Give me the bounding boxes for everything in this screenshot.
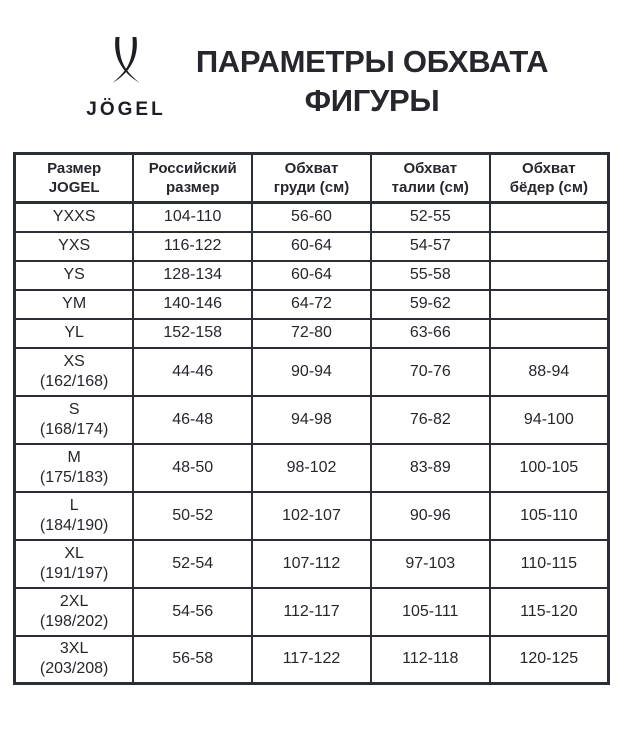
size-label: 3XL: [59, 640, 89, 658]
cell-chest: 117-122: [252, 636, 371, 684]
cell-size: [15, 261, 134, 290]
table-row: [15, 348, 609, 396]
cell-chest: 60-64: [252, 261, 371, 290]
size-table-body: [15, 203, 609, 684]
cell-waist: 59-62: [371, 290, 490, 319]
cell-chest: 56-60: [252, 203, 371, 232]
cell-russian-size: 52-54: [133, 540, 252, 588]
cell-size: [15, 203, 134, 232]
cell-waist: 54-57: [371, 232, 490, 261]
cell-hips: 94-100: [490, 396, 609, 444]
table-row: [15, 540, 609, 588]
cell-waist: 63-66: [371, 319, 490, 348]
cell-waist: 90-96: [371, 492, 490, 540]
cell-hips: 105-110: [490, 492, 609, 540]
page-title-line2: ФИГУРЫ: [304, 83, 440, 118]
brand-logo: [72, 28, 180, 121]
size-height-range: (203/208): [39, 660, 109, 678]
table-header-row: [15, 154, 609, 203]
cell-russian-size: 56-58: [133, 636, 252, 684]
header-label: JOGEL: [48, 179, 100, 196]
size-label: XL: [64, 544, 84, 562]
size-label: 2XL: [59, 592, 89, 610]
cell-russian-size: 50-52: [133, 492, 252, 540]
cell-size: [15, 396, 134, 444]
size-height-range: (198/202): [39, 612, 109, 630]
size-label: YM: [62, 295, 87, 312]
table-row: [15, 492, 609, 540]
cell-chest: 60-64: [252, 232, 371, 261]
cell-russian-size: 140-146: [133, 290, 252, 319]
cell-chest: 72-80: [252, 319, 371, 348]
cell-waist: 76-82: [371, 396, 490, 444]
cell-hips: [490, 290, 609, 319]
cell-waist: 55-58: [371, 261, 490, 290]
cell-chest: 90-94: [252, 348, 371, 396]
header-hips: [490, 154, 609, 203]
size-label: YS: [63, 266, 85, 283]
table-row: [15, 290, 609, 319]
table-row: [15, 319, 609, 348]
header-label: Обхват: [522, 160, 576, 177]
cell-size: [15, 290, 134, 319]
cell-hips: 88-94: [490, 348, 609, 396]
cell-waist: 105-111: [371, 588, 490, 636]
cell-russian-size: 152-158: [133, 319, 252, 348]
cell-chest: 102-107: [252, 492, 371, 540]
header-russian-size: [133, 154, 252, 203]
cell-chest: 112-117: [252, 588, 371, 636]
cell-russian-size: 54-56: [133, 588, 252, 636]
size-height-range: (175/183): [39, 468, 109, 486]
cell-size: [15, 636, 134, 684]
cell-russian-size: 48-50: [133, 444, 252, 492]
header-label: Обхват: [403, 160, 458, 177]
cell-russian-size: 116-122: [133, 232, 252, 261]
cell-waist: 83-89: [371, 444, 490, 492]
cell-size: [15, 348, 134, 396]
cell-waist: 52-55: [371, 203, 490, 232]
cell-size: [15, 492, 134, 540]
cell-hips: 120-125: [490, 636, 609, 684]
table-row: [15, 636, 609, 684]
cell-hips: [490, 261, 609, 290]
cell-waist: 112-118: [371, 636, 490, 684]
cell-hips: [490, 319, 609, 348]
size-height-range: (184/190): [39, 516, 109, 534]
table-row: [15, 396, 609, 444]
table-row: [15, 588, 609, 636]
cell-russian-size: 128-134: [133, 261, 252, 290]
table-row: [15, 444, 609, 492]
size-label: L: [69, 496, 79, 514]
cell-size: [15, 319, 134, 348]
cell-hips: 115-120: [490, 588, 609, 636]
cell-russian-size: 44-46: [133, 348, 252, 396]
cell-chest: 107-112: [252, 540, 371, 588]
header-label: бёдер (см): [509, 179, 588, 196]
page-title-line1: ПАРАМЕТРЫ ОБХВАТА: [195, 44, 549, 79]
cell-waist: 70-76: [371, 348, 490, 396]
size-height-range: (191/197): [39, 564, 109, 582]
size-chart-table: [13, 152, 610, 685]
cell-hips: [490, 203, 609, 232]
header-label: Размер: [47, 160, 102, 177]
cell-russian-size: 104-110: [133, 203, 252, 232]
size-height-range: (168/174): [39, 420, 109, 438]
header-chest: [252, 154, 371, 203]
cell-size: [15, 540, 134, 588]
header-label: Обхват: [284, 160, 339, 177]
cell-size: [15, 444, 134, 492]
header-label: талии (см): [391, 179, 469, 196]
table-row: [15, 261, 609, 290]
size-label: XS: [63, 352, 85, 370]
size-label: M: [67, 448, 81, 466]
brand-wordmark: JÖGEL: [86, 99, 166, 120]
cell-chest: 64-72: [252, 290, 371, 319]
header-size-jogel: [15, 154, 134, 203]
size-label: YXXS: [52, 208, 96, 226]
cell-russian-size: 46-48: [133, 396, 252, 444]
cell-size: [15, 232, 134, 261]
size-height-range: (162/168): [39, 372, 109, 390]
size-label: S: [68, 400, 80, 418]
cell-chest: 98-102: [252, 444, 371, 492]
table-row: [15, 203, 609, 232]
cell-hips: 110-115: [490, 540, 609, 588]
header-waist: [371, 154, 490, 203]
cell-chest: 94-98: [252, 396, 371, 444]
cell-size: [15, 588, 134, 636]
table-row: [15, 232, 609, 261]
cell-hips: 100-105: [490, 444, 609, 492]
size-label: YXS: [58, 237, 91, 254]
page-title: [196, 42, 548, 120]
header-label: груди (см): [273, 179, 350, 196]
cell-waist: 97-103: [371, 540, 490, 588]
size-label: YL: [64, 324, 84, 341]
cell-hips: [490, 232, 609, 261]
header-label: Российский: [148, 160, 237, 177]
jogel-tusks-icon: [100, 28, 152, 96]
header-label: размер: [166, 179, 220, 196]
